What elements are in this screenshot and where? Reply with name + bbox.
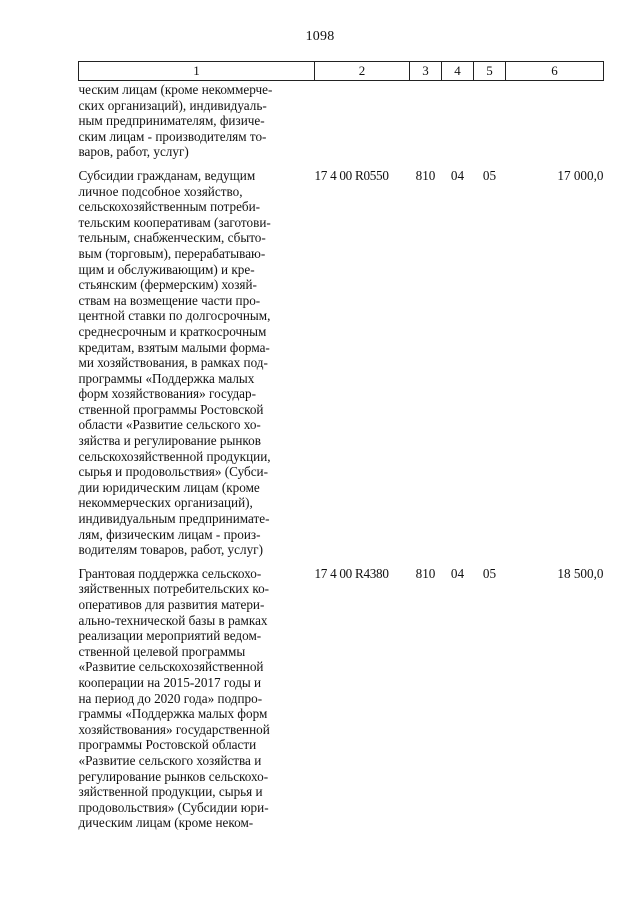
row-amount: 18 500,0 [557,565,604,581]
row-section: 04 [450,565,465,581]
row-subsection: 05 [482,167,497,183]
column-header: 3 [410,62,442,81]
row-target-code: 17 4 00 R4380 [314,565,389,581]
table-header-row [79,62,604,81]
table-row [79,160,604,558]
column-header: 6 [506,62,604,81]
column-header: 4 [442,62,474,81]
row-expense-type: 810 [415,565,436,581]
row-amount: 17 000,0 [557,167,604,183]
row-amount [506,81,604,160]
row-expense-type: 810 [415,167,436,183]
page-number: 1098 [305,29,335,44]
row-section [442,81,474,160]
row-subsection [474,81,506,160]
row-section: 04 [450,167,465,183]
row-target-code: 17 4 00 R0550 [314,167,389,183]
row-target-code [315,81,410,160]
budget-table [78,61,604,831]
column-header: 1 [79,62,315,81]
table-row [79,558,604,831]
row-description: Субсидии гражданам, ведущим личное подсобное хозяйство, сельскохозяйственным потреби- тельским кооперативам (заготови- тельным, снабженческим, сбыто- вым (торговым), перерабатываю- щим и обслуживающим) и кре- стьянским (фермерским) хозяй- ствам на возмещение части про- центной ставки по долгосрочным, среднесрочным и краткосрочным кредитам, взятым малыми форма- ми хозяйствования, в рамках под- программы «Поддержка малых форм хозяйствования» государ- ственной программы Ростовской области «Развитие сельского хо- зяйства и регулирование рынков сельскохозяйственной продукции, сырья и продовольствия» (Субси- дии юридическим лицам (кроме некоммерческих организаций), индивидуальным предпринимате- лям, физическим лицам - произ- водителям товаров, работ, услуг) [78,167,271,558]
row-description: ческим лицам (кроме некоммерче- ских организаций), индивидуаль- ным предпринимателям, физиче- ским лицам - производителям то- варов, работ, услуг) [78,82,273,160]
row-subsection: 05 [482,565,497,581]
row-description: Грантовая поддержка сельскохо- зяйственных потребительских ко- оперативов для развития матери- ально-технической базы в рамках реализации мероприятий ведом- ственной целевой программы «Развитие сельскохозяйственной кооперации на 2015-2017 годы и на период до 2020 года» подпро- граммы «Поддержка малых форм хозяйствования» государственной программы Ростовской области «Развитие сельского хозяйства и регулирование рынков сельскохо- зяйственной продукции, сырья и продовольствия» (Субсидии юри- дическим лицам (кроме неком- [78,565,270,831]
column-header: 5 [474,62,506,81]
row-expense-type [410,81,442,160]
column-header: 2 [315,62,410,81]
table-row [79,81,604,160]
